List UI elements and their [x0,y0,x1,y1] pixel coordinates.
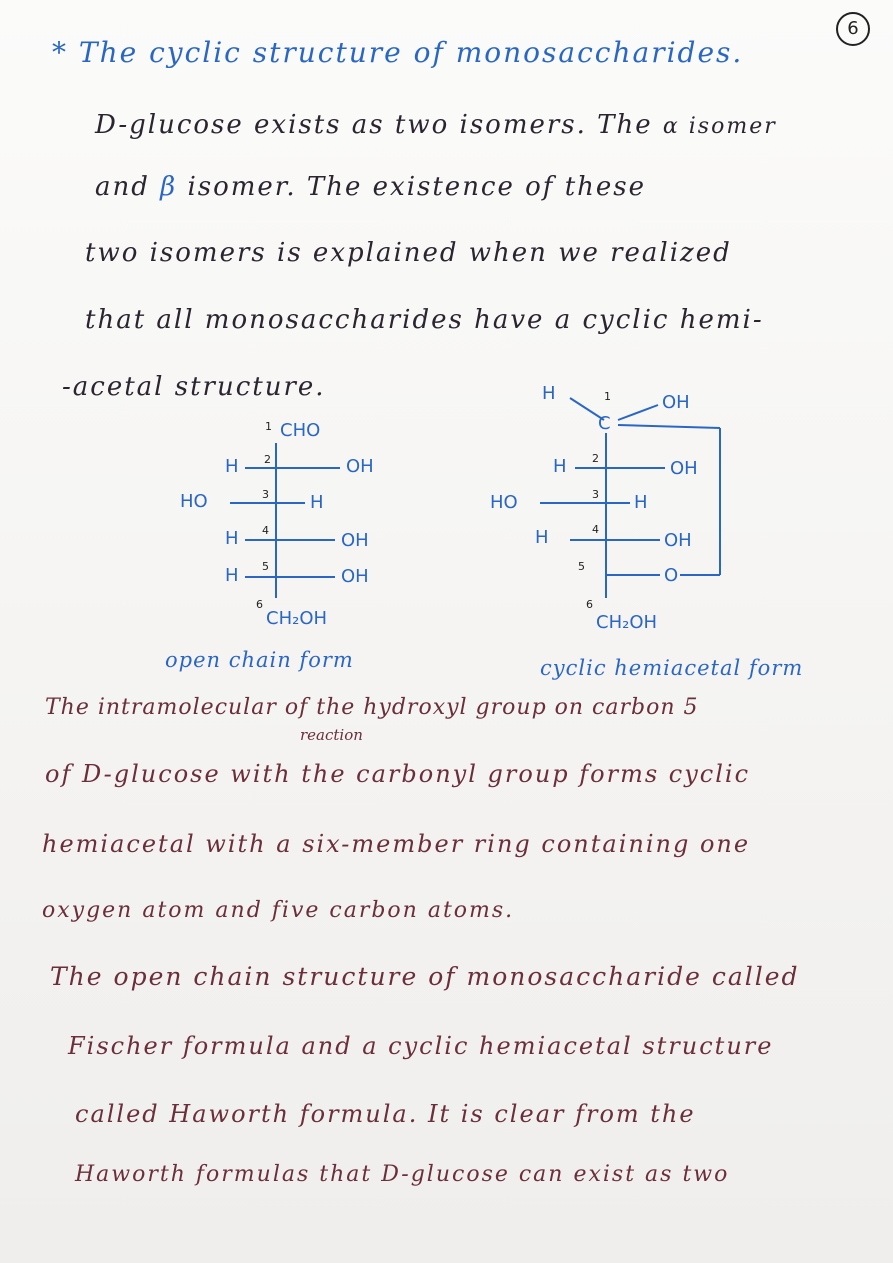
oc-cho: CHO [280,420,321,441]
oc-num-1: 1 [265,420,272,433]
paragraph3-line1: The open chain structure of monosaccharide called [50,962,800,991]
cy-c1: C [598,413,611,434]
cy-num-4: 4 [592,523,599,536]
paragraph1-line3: two isomers is explained when we realized [85,238,732,268]
oc-c5-right: OH [341,566,369,587]
cy-c3-right: H [634,492,648,513]
p1-line2-end: isomer. The existence of these [187,172,646,202]
cy-num-5: 5 [578,560,585,573]
cyclic-bond-oh [618,405,658,420]
oc-num-4: 4 [262,524,269,537]
cy-c2-left: H [553,456,567,477]
paragraph3-line3: called Haworth formula. It is clear from the [75,1100,696,1128]
paragraph3-line4: Haworth formulas that D-glucose can exist as two [75,1162,730,1187]
paragraph2-line1: The intramolecular of the hydroxyl group on carbon 5 [45,695,699,720]
heading-text: The cyclic structure of monosaccharides. [78,36,744,69]
cy-num-1: 1 [604,390,611,403]
cyclic-ring-top [618,425,720,428]
cy-ring-oxygen: O [664,565,679,586]
cy-num-6: 6 [586,598,593,611]
open-chain-caption: open chain form [165,648,354,672]
cy-c2-right: OH [670,458,698,479]
cy-ch2oh: CH₂OH [596,612,658,633]
oc-c3-right: H [310,492,324,513]
paragraph2-insert: reaction [300,726,363,744]
alpha-symbol: α isomer [662,114,777,139]
heading-marker: * [52,36,68,69]
oc-num-6: 6 [256,598,263,611]
oc-num-3: 3 [262,488,269,501]
paragraph2-line3: hemiacetal with a six-member ring containing one [42,830,751,858]
cy-num-3: 3 [592,488,599,501]
cy-c1-h: H [542,383,556,404]
cyclic-caption: cyclic hemiacetal form [540,656,804,680]
paragraph2-line2: of D-glucose with the carbonyl group forms cyclic [45,760,751,788]
oc-c4-right: OH [341,530,369,551]
cy-c1-oh: OH [662,392,690,413]
oc-c4-left: H [225,528,239,549]
oc-num-5: 5 [262,560,269,573]
oc-ch2oh: CH₂OH [266,608,328,629]
cy-c3-left: HO [490,492,518,513]
cy-c4-right: OH [664,530,692,551]
p1-line2-start: and [95,172,150,202]
cy-num-2: 2 [592,452,599,465]
paragraph3-line2: Fischer formula and a cyclic hemiacetal structure [68,1032,774,1060]
beta-symbol: β [160,172,178,202]
paragraph1-line4: that all monosaccharides have a cyclic hemi- [85,305,764,335]
cy-c4-left: H [535,527,549,548]
paragraph1-line5: -acetal structure. [62,372,326,402]
paragraph2-line4: oxygen atom and five carbon atoms. [42,898,515,923]
oc-c2-left: H [225,456,239,477]
p1-line1-text: D-glucose exists as two isomers. The [95,110,653,140]
oc-c5-left: H [225,565,239,586]
oc-c2-right: OH [346,456,374,477]
page-number: 6 [836,12,870,46]
oc-c3-left: HO [180,491,208,512]
oc-num-2: 2 [264,453,271,466]
